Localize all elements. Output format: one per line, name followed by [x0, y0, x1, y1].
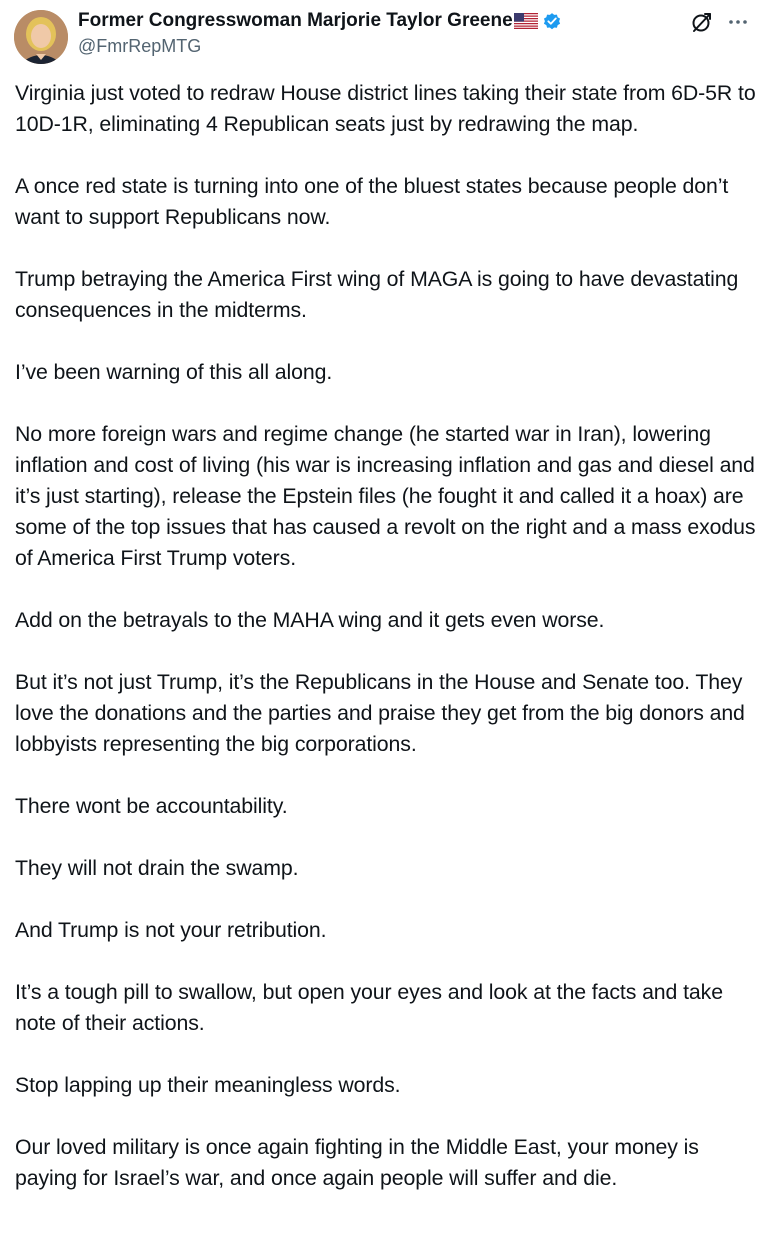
- tweet-header: [0, 0, 768, 72]
- verified-badge-icon[interactable]: [542, 11, 562, 31]
- tweet-paragraph: Add on the betrayals to the MAHA wing and it gets even worse.: [15, 608, 605, 632]
- tweet-paragraph: Our loved military is once again fighting in the Middle East, your money is paying for Israel’s war, and once again people will suffer and die.: [15, 1135, 699, 1190]
- grok-icon[interactable]: [690, 10, 714, 34]
- author-name-row: [78, 8, 562, 34]
- author-handle[interactable]: @FmrRepMTG: [78, 36, 202, 56]
- more-options-icon[interactable]: [726, 10, 750, 34]
- tweet-paragraph: And Trump is not your retribution.: [15, 918, 327, 942]
- avatar[interactable]: [14, 10, 68, 64]
- tweet-paragraph: No more foreign wars and regime change (he started war in Iran), lowering inflation and cost of living (his war is increasing inflation and gas and diesel and it’s just starting), release the Epstein files (he fought it and called it a hoax) are some of the top issues that has caused a revolt on the right and a mass exodus of America First Trump voters.: [15, 422, 756, 570]
- tweet-text: [15, 78, 760, 1194]
- tweet-paragraph: Stop lapping up their meaningless words.: [15, 1073, 401, 1097]
- author-display-name[interactable]: Former Congresswoman Marjorie Taylor Greene: [78, 10, 513, 31]
- tweet-paragraph: It’s a tough pill to swallow, but open your eyes and look at the facts and take note of their actions.: [15, 980, 723, 1035]
- tweet-paragraph: They will not drain the swamp.: [15, 856, 299, 880]
- tweet-paragraph: But it’s not just Trump, it’s the Republicans in the House and Senate too. They love the donations and the parties and praise they get from the big donors and lobbyists representing the big corporations.: [15, 670, 745, 756]
- tweet-paragraph: I’ve been warning of this all along.: [15, 360, 333, 384]
- tweet-paragraph: There wont be accountability.: [15, 794, 288, 818]
- tweet-paragraph: Trump betraying the America First wing of MAGA is going to have devastating consequences in the midterms.: [15, 267, 739, 322]
- tweet-paragraph: A once red state is turning into one of the bluest states because people don’t want to support Republicans now.: [15, 174, 729, 229]
- tweet-paragraph: Virginia just voted to redraw House district lines taking their state from 6D-5R to 10D-1R, eliminating 4 Republican seats just by redrawing the map.: [15, 81, 756, 136]
- us-flag-icon: [514, 13, 538, 29]
